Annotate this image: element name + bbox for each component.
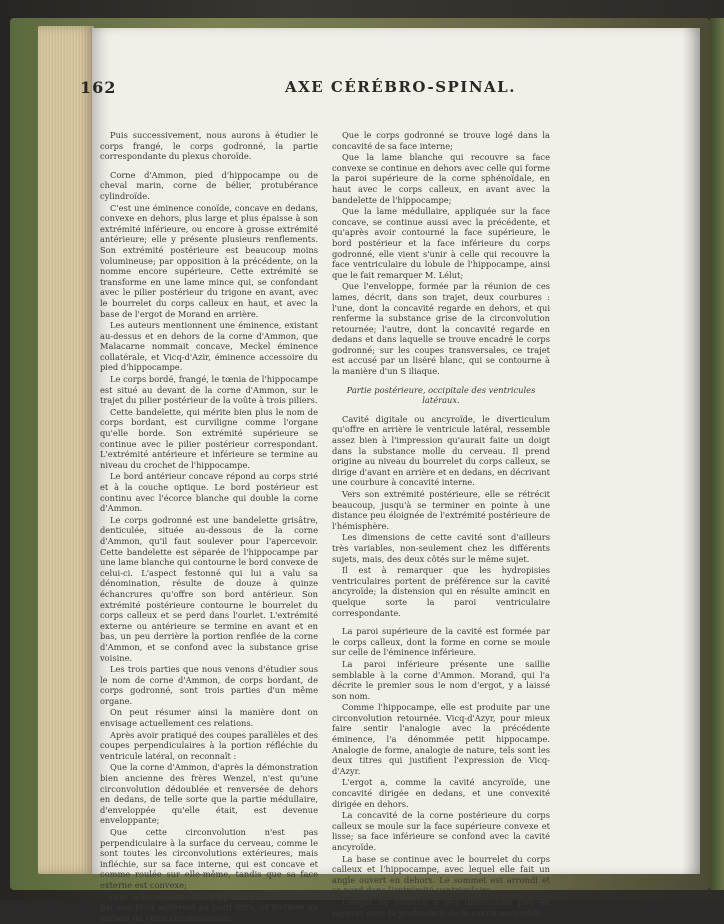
paragraph: Après avoir pratiqué des coupes parallèles et des coupes perpendiculaires à la portion réfléchie du ventricule latéral, on reconnaît :: [100, 729, 318, 761]
page-number: 162: [80, 78, 117, 97]
paragraph: La paroi inférieure présente une saillie semblable à la corne d'Ammon. Morand, qui l'a décrite le premier sous le nom d'ergot, y a laissé son nom.: [332, 658, 550, 701]
paragraph: Les trois parties que nous venons d'étudier sous le nom de corne d'Ammon, de corps bordant, de corps godronné, sont trois parties d'un même organe.: [100, 664, 318, 706]
left-column: [100, 130, 318, 924]
page-edges: [38, 26, 94, 874]
paragraph: Le corps godronné est une bandelette grisâtre, denticulée, située au-dessous de la corne d'Ammon, qu'il faut soulever pour l'apercevoir. Cette bandelette est séparée de l'hippocampe par une lame blanche qui contourne le bord convexe de celui-ci. L'aspect festonné qui lui a valu sa dénomination, résulte de douze à quinze échancrures qu'offre son bord antérieur. Son extrémité postérieure contourne le bourrelet du corps calleux et se perd dans l'ourlet. L'extrémité externe ou antérieure se termine en avant et en bas, un peu derrière la portion renflée de la corne d'Ammon, et se confond avec la substance grise voisine.: [100, 514, 318, 663]
paragraph: La concavité de la corne postérieure du corps calleux se moule sur la face supérieure convexe et lisse; sa face inférieure se confond avec la cavité ancyroïde.: [332, 810, 550, 852]
paragraph: Que la bandelette de l'hippocampe est attachée par son bord adhérent au bord libre, et inclinée en dedans de cette circonvolution;: [100, 891, 318, 923]
paragraph: Vers son extrémité postérieure, elle se rétrécit beaucoup, jusqu'à se terminer en pointe à une distance peu éloignée de l'extrémité postérieure de l'hémisphère.: [332, 489, 550, 531]
paragraph: Que le corps godronné se trouve logé dans la concavité de sa face interne;: [332, 130, 550, 151]
right-column: [332, 130, 550, 919]
paragraph: Le bord antérieur concave répond au corps strié et à la couche optique. Le bord postérieur est continu avec l'écorce blanche qui double la corne d'Ammon.: [100, 471, 318, 514]
paragraph: Comme l'hippocampe, elle est produite par une circonvolution retournée. Vicq-d'Azyr, pour mieux faire sentir l'analogie avec la précédente éminence, l'a dénommée petit hippocampe. Analogie de forme, analogie de nature, tels sont les deux titres qui justifient l'expression de Vicq-d'Azyr.: [332, 702, 550, 776]
paragraph: Que la lame médullaire, appliquée sur la face concave, se continue aussi avec la précédente, et qu'après avoir contourné la face supérieure, le bord postérieur et la face inférieure du corps godronné, elle vient s'unir à celle qui recouvre la face ventriculaire du lobule de l'hippocampe, ainsi que le fait remarquer M. Lélut;: [332, 206, 550, 280]
paragraph: Corne d'Ammon, pied d'hippocampe ou de cheval marin, corne de bélier, protubérance cylindroïde.: [100, 169, 318, 201]
paragraph: La base se continue avec le bourrelet du corps calleux et l'hippocampe, avec lequel elle fait un angle ouvert en dehors. Le sommet est arrondi et se perd dans l'extrémité ventriculaire.: [332, 853, 550, 896]
paragraph: Puis successivement, nous aurons à étudier le corps frangé, le corps godronné, la partie correspondante du plexus choroïde.: [100, 130, 318, 162]
paragraph: Que la lame blanche qui recouvre sa face convexe se continue en dehors avec celle qui forme la paroi supérieure de la corne sphénoïdale, en haut avec le corps calleux, en avant avec la bandelette de l'hippocampe;: [332, 152, 550, 205]
page-header: [80, 78, 580, 98]
paragraph: Les auteurs mentionnent une éminence, existant au-dessus et en dehors de la corne d'Ammon, que Malacarne nommait concave, Meckel éminence collatérale, et Vicq-d'Azir, éminence accessoire du pied d'hippocampe.: [100, 320, 318, 373]
paragraph: Les dimensions de cette cavité sont d'ailleurs très variables, non-seulement chez les différents sujets, mais, des deux côtés sur le même sujet.: [332, 532, 550, 564]
paragraph: Cette bandelette, qui mérite bien plus le nom de corps bordant, est curviligne comme l'organe qu'elle borde. Son extrémité supérieure se continue avec le pilier postérieur correspondant. L'extrémité antérieure et inférieure se termine au niveau du crochet de l'hippocampe.: [100, 406, 318, 470]
gutter-shadow: [682, 28, 700, 874]
paragraph: Que la corne d'Ammon, d'après la démonstration bien ancienne des frères Wenzel, n'est qu'une circonvolution dédoublée et renversée de dehors en dedans, de telle sorte que la partie médullaire, d'enveloppée qu'elle était, est devenue enveloppante;: [100, 762, 318, 826]
paragraph: Que l'enveloppe, formée par la réunion de ces lames, décrit, dans son trajet, deux courbures : l'une, dont la concavité regarde en dehors, et qui renferme la substance grise de la circonvolution retournée; l'autre, dont la concavité regarde en dedans et dans laquelle se trouve encadré le corps godronné; sur les coupes transversales, ce trajet est accusé par un liséré blanc, qui se contourne à la manière d'un S iliaque.: [332, 281, 550, 377]
section-heading: Partie postérieure, occipitale des ventricules latéraux.: [346, 384, 536, 406]
paragraph: La paroi supérieure de la cavité est formée par le corps calleux, dont la forme en corne se moule sur celle de l'éminence inférieure.: [332, 626, 550, 658]
paragraph: Le corps bordé, frangé, le tœnia de l'hippocampe est situé au devant de la corne d'Ammon, sur le trajet du pilier postérieur de la voûte à trois piliers.: [100, 374, 318, 406]
paragraph: L'ergot a, comme la cavité ancyroïde, une concavité dirigée en dedans, et une convexité dirigée en dehors.: [332, 777, 550, 809]
running-title: AXE CÉRÉBRO-SPINAL.: [285, 78, 516, 96]
paragraph: Il est à remarquer que les hydropisies ventriculaires portent de préférence sur la cavité ancyroïde; la distension qui en résulte amincit en quelque sorte la paroi ventriculaire correspondante.: [332, 565, 550, 618]
book-cover-edge: [710, 18, 724, 890]
paragraph: Cavité digitale ou ancyroïde, le diverticulum qu'offre en arrière le ventricule latéral, ressemble assez bien à l'impression qu'aurait faite un doigt dans la substance molle du cerveau. Il prend origine au niveau du bourrelet du corps calleux, se dirige d'avant en arrière et en dedans, en décrivant une courbure à concavité interne.: [332, 413, 550, 488]
paragraph: Que cette circonvolution n'est pas perpendiculaire à la surface du cerveau, comme le sont toutes les circonvolutions extérieures, mais infléchie, sur sa face interne, qui est concave et comme roulée sur elle-même, tandis que sa face externe est convexe;: [100, 827, 318, 890]
paragraph: On peut résumer ainsi la manière dont on envisage actuellement ces relations.: [100, 707, 318, 729]
paragraph: L'ergot de Morand a des dimensions peu en rapport avec la profondeur de la cavité ancyroïde.: [332, 896, 550, 918]
paragraph: C'est une éminence conoïde, concave en dedans, convexe en dehors, plus large et plus épaisse à son extrémité inférieure, ou encore à grosse extrémité antérieure; elle y présente plusieurs renflements. Son extrémité postérieure est beaucoup moins volumineuse; par opposition à la précédente, on la nomme encore supérieure. Cette extrémité se transforme en une lame mince qui, se confondant avec le pilier postérieur du trigone en avant, avec le bourrelet du corps calleux en haut, et avec la base de l'ergot de Morand en arrière.: [100, 202, 318, 319]
